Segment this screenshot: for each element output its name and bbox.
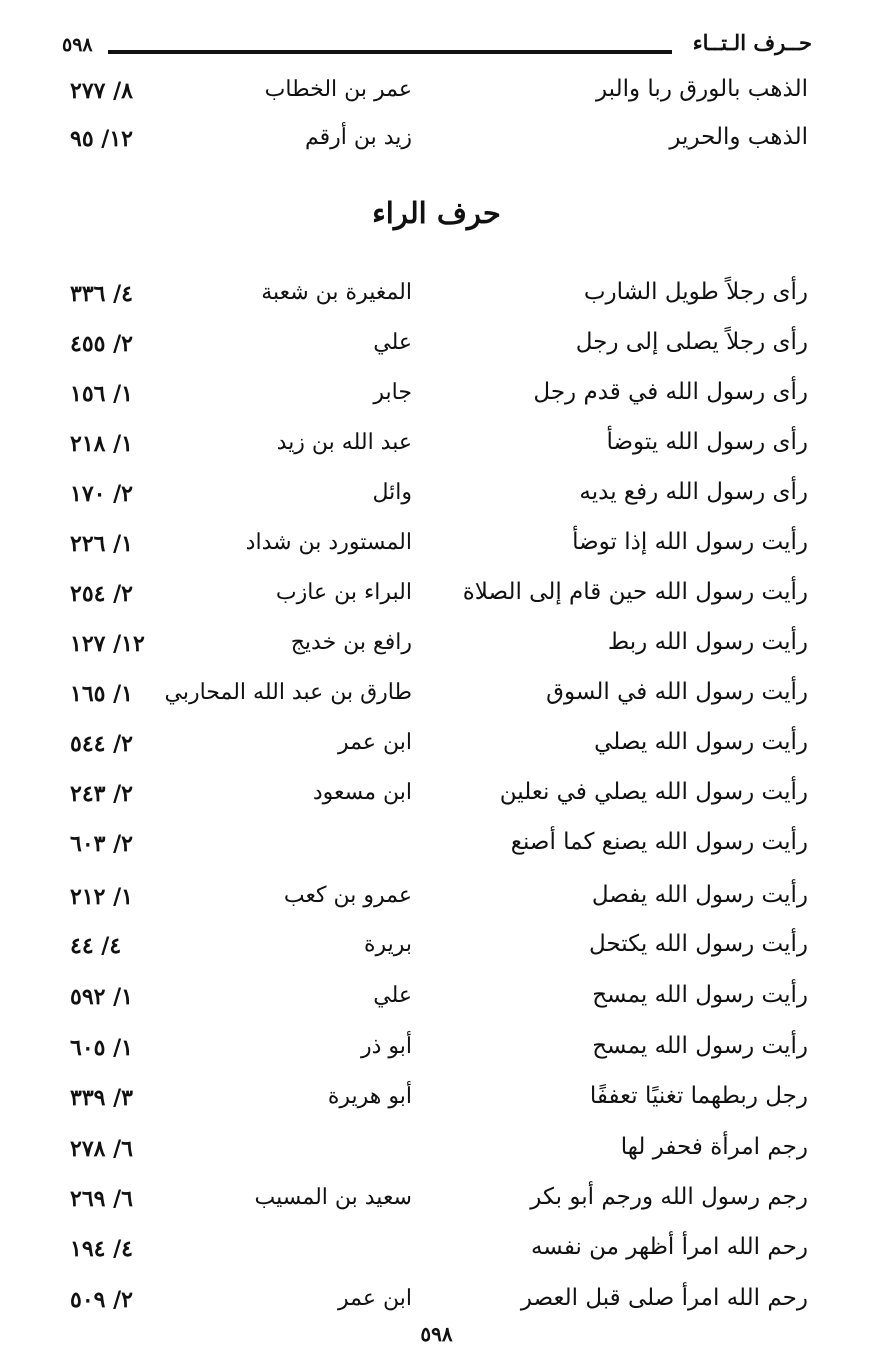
index-row [60, 427, 812, 467]
index-row [60, 980, 812, 1020]
index-row [60, 627, 812, 667]
narrator: ابن عمر [338, 1286, 412, 1311]
hadith-text: رأى رسول الله في قدم رجل [533, 379, 808, 405]
hadith-text: رجم رسول الله ورجم أبو بكر [530, 1184, 808, 1210]
running-header [62, 28, 812, 68]
narrator: المستورد بن شداد [245, 530, 412, 555]
narrator: المغيرة بن شعبة [261, 280, 412, 305]
hadith-text: الذهب بالورق ربا والبر [595, 76, 808, 102]
reference: ٤/ ١٩٤ [70, 1236, 133, 1262]
header-rule [108, 50, 672, 54]
reference: ٢/ ٢٥٤ [70, 581, 133, 607]
narrator: علي [373, 983, 412, 1008]
index-row [60, 477, 812, 517]
hadith-text: رأى رجلاً طويل الشارب [583, 279, 808, 305]
footer-page-number: ٥٩٨ [420, 1322, 453, 1346]
index-row [60, 377, 812, 417]
hadith-text: رأيت رسول الله ربط [607, 629, 808, 655]
index-row [60, 1031, 812, 1071]
hadith-text: رأيت رسول الله في السوق [546, 679, 808, 705]
narrator: أبو ذر [360, 1034, 412, 1059]
narrator: عبد الله بن زيد [276, 430, 412, 455]
index-row [60, 122, 812, 162]
index-row [60, 929, 812, 969]
index-row [60, 277, 812, 317]
index-row [60, 880, 812, 920]
narrator: طارق بن عبد الله المحاربي [164, 680, 412, 705]
reference: ١/ ١٥٦ [70, 381, 133, 407]
header-title: حــرف الـتــاء [692, 30, 812, 55]
narrator: رافع بن خديج [290, 630, 412, 655]
reference: ٦/ ٢٧٨ [70, 1136, 133, 1162]
hadith-text: رأيت رسول الله يمسح [592, 982, 808, 1008]
reference: ١/ ٢٢٦ [70, 531, 133, 557]
index-row [60, 577, 812, 617]
hadith-text: الذهب والحرير [669, 124, 808, 150]
reference: ١/ ٥٩٢ [70, 984, 133, 1010]
hadith-text: رجل ربطهما تغنيًا تعففًا [589, 1083, 808, 1109]
index-row [60, 677, 812, 717]
hadith-text: رأيت رسول الله إذا توضأ [572, 529, 808, 555]
reference: ١/ ١٦٥ [70, 681, 133, 707]
reference: ٢/ ٢٤٣ [70, 781, 133, 807]
narrator: عمر بن الخطاب [264, 77, 412, 102]
hadith-text: رحم الله امرأ صلى قبل العصر [520, 1285, 808, 1311]
reference: ٨/ ٢٧٧ [70, 78, 133, 104]
index-row [60, 777, 812, 817]
hadith-text: رأيت رسول الله يمسح [592, 1033, 808, 1059]
narrator: زيد بن أرقم [304, 125, 412, 150]
reference: ٤/ ٤٤ [70, 933, 122, 959]
narrator: ابن مسعود [312, 780, 412, 805]
narrator: بريرة [363, 932, 412, 957]
narrator: البراء بن عازب [275, 580, 412, 605]
narrator: وائل [372, 480, 412, 505]
narrator: جابر [373, 380, 412, 405]
index-row [60, 727, 812, 767]
reference: ١٢/ ١٢٧ [70, 631, 145, 657]
reference: ٢/ ٥٠٩ [70, 1287, 133, 1313]
section-heading: حرف الراء [372, 196, 501, 230]
hadith-text: رأيت رسول الله يصلي في نعلين [499, 779, 808, 805]
hadith-text: رأيت رسول الله يصنع كما أصنع [510, 829, 808, 855]
hadith-text: رحم الله امرأ أظهر من نفسه [530, 1234, 808, 1260]
narrator: سعيد بن المسيب [254, 1185, 412, 1210]
reference: ٢/ ٦٠٣ [70, 831, 133, 857]
hadith-text: رأيت رسول الله يكتحل [588, 931, 808, 957]
hadith-text: رجم امرأة فحفر لها [620, 1134, 808, 1160]
index-row [60, 527, 812, 567]
reference: ٦/ ٢٦٩ [70, 1186, 133, 1212]
narrator: علي [373, 330, 412, 355]
index-row [60, 1182, 812, 1222]
hadith-text: رأيت رسول الله يصلي [594, 729, 808, 755]
reference: ٤/ ٣٣٦ [70, 281, 133, 307]
reference: ١/ ٦٠٥ [70, 1035, 133, 1061]
index-row [60, 1081, 812, 1121]
index-row [60, 74, 812, 114]
header-page-number: ٥٩٨ [62, 34, 93, 56]
index-row [60, 1132, 812, 1172]
reference: ١/ ٢١٨ [70, 431, 133, 457]
hadith-text: رأيت رسول الله حين قام إلى الصلاة [462, 579, 808, 605]
index-row [60, 1283, 812, 1323]
narrator: ابن عمر [338, 730, 412, 755]
reference: ٢/ ٤٥٥ [70, 331, 133, 357]
narrator: أبو هريرة [327, 1084, 412, 1109]
reference: ١٢/ ٩٥ [70, 126, 133, 152]
index-row [60, 1232, 812, 1272]
hadith-text: رأى رجلاً يصلى إلى رجل [575, 329, 808, 355]
hadith-text: رأى رسول الله يتوضأ [606, 429, 808, 455]
hadith-text: رأيت رسول الله يفصل [591, 882, 808, 908]
narrator: عمرو بن كعب [283, 883, 412, 908]
reference: ٣/ ٣٣٩ [70, 1085, 133, 1111]
index-row [60, 327, 812, 367]
reference: ٢/ ١٧٠ [70, 481, 133, 507]
reference: ٢/ ٥٤٤ [70, 731, 133, 757]
index-row [60, 827, 812, 867]
reference: ١/ ٢١٢ [70, 884, 133, 910]
hadith-text: رأى رسول الله رفع يديه [579, 479, 808, 505]
